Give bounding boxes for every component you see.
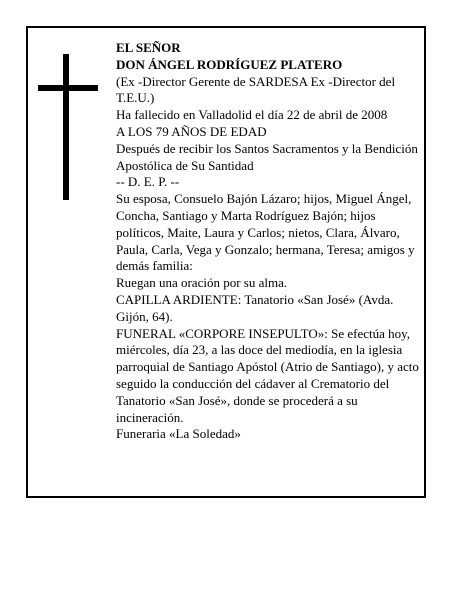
rip-line: -- D. E. P. -- xyxy=(116,174,180,190)
cross-horizontal-bar xyxy=(38,85,98,91)
cross-icon xyxy=(38,54,98,200)
position-line: (Ex -Director Gerente de SARDESA Ex -Director del T.E.U.) xyxy=(116,73,396,106)
funeral-paragraph: FUNERAL «CORPORE INSEPULTO»: Se efectúa hoy, miércoles, día 23, a las doce del mediodía, en la iglesia parroquial de Santiago Apóstol (Atrio de Santiago), y acto seguido la conducción del cádaver al Crematorio del Tanatorio «San José», donde se procederá a su incineración. xyxy=(116,325,419,425)
funeral-home-line: Funeraria «La Soledad» xyxy=(116,426,241,442)
chapel-paragraph: CAPILLA ARDIENTE: Tanatorio «San José» (Avda. Gijón, 64). xyxy=(116,291,394,324)
prayer-line: Ruegan una oración por su alma. xyxy=(116,275,288,291)
death-notice: Ha fallecido en Valladolid el día 22 de abril de 2008 xyxy=(116,107,388,123)
age-line: A LOS 79 AÑOS DE EDAD xyxy=(116,123,267,139)
title-line: EL SEÑOR xyxy=(116,40,181,55)
deceased-name: DON ÁNGEL RODRÍGUEZ PLATERO xyxy=(116,56,343,72)
cross-vertical-bar xyxy=(63,54,69,200)
obituary-text xyxy=(116,40,422,443)
obituary-notice xyxy=(26,26,426,498)
family-paragraph: Su esposa, Consuelo Bajón Lázaro; hijos, Miguel Ángel, Concha, Santiago y Marta Rodríguez Bajón; hijos políticos, Maite, Laura y Carlos; nietos, Clara, Álvaro, Paula, Carla, Vega y Gonzalo; hermana, Teresa; amigos y demás familia: xyxy=(116,191,415,274)
sacraments-line: Después de recibir los Santos Sacramentos y la Bendición Apostólica de Su Santidad xyxy=(116,140,418,173)
